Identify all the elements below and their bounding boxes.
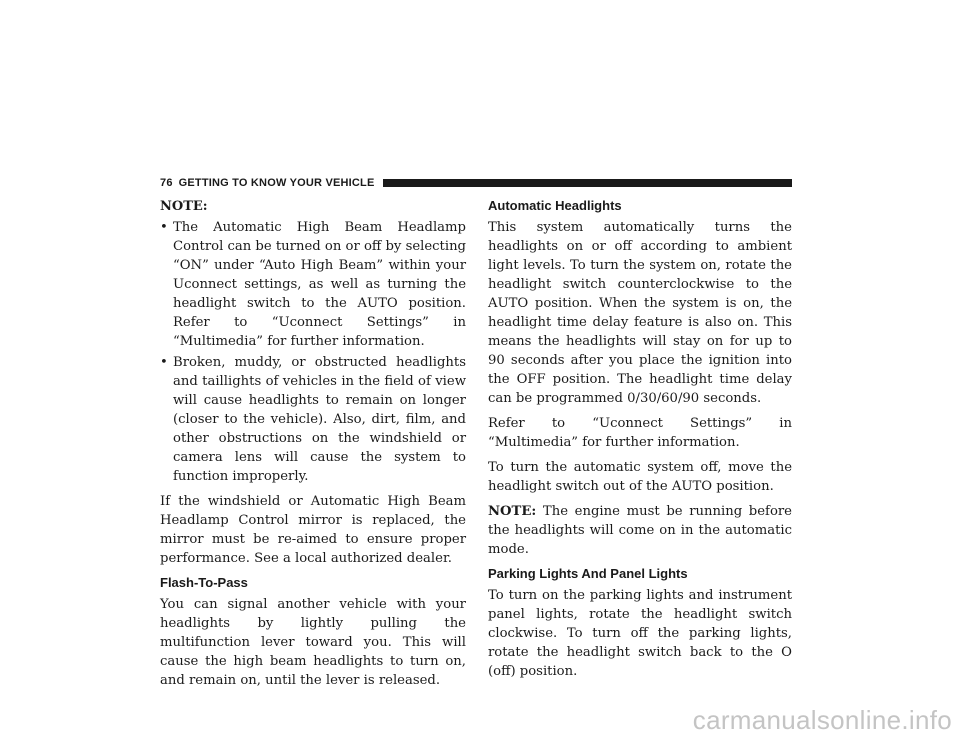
engine-note-label: NOTE: [488, 504, 537, 519]
section-title: GETTING TO KNOW YOUR VEHICLE [178, 177, 375, 189]
mirror-paragraph: If the windshield or Automatic High Beam Headlamp Control mirror is replaced, the mirror must be re-aimed to ensure proper performance. See a local authorized dealer. [160, 494, 466, 566]
header-rule [383, 179, 792, 187]
auto-off-paragraph: To turn the automatic system off, move the headlight switch out of the AUTO position. [488, 460, 792, 494]
watermark: carmanualsonline.info [692, 705, 952, 735]
engine-note-text: The engine must be running before the headlights will come on in the automatic mode. [488, 504, 792, 557]
flash-to-pass-heading: Flash-To-Pass [160, 575, 248, 590]
uconnect-reference-paragraph: Refer to “Uconnect Settings” in “Multimedia” for further information. [488, 416, 792, 450]
page-header [160, 176, 792, 190]
note-bullet-list [160, 218, 466, 486]
engine-note-paragraph [488, 502, 792, 559]
list-item [160, 218, 466, 351]
parking-lights-heading: Parking Lights And Panel Lights [488, 566, 688, 581]
left-column [160, 197, 466, 696]
bullet-icon: • [160, 220, 168, 235]
bullet-text: Broken, muddy, or obstructed headlights and taillights of vehicles in the field of view will cause headlights to remain on longer (closer to the vehicle). Also, dirt, film, and other obstructions on the windshield or camera lens will cause the system to function improperly. [173, 355, 466, 484]
note-label: NOTE: [160, 199, 208, 214]
list-item [160, 353, 466, 486]
automatic-headlights-heading: Automatic Headlights [488, 198, 622, 213]
flash-to-pass-paragraph: You can signal another vehicle with your headlights by lightly pulling the multifunction lever toward you. This will cause the high beam headlights to turn on, and remain on, until the lever is released. [160, 597, 466, 688]
parking-lights-paragraph: To turn on the parking lights and instrument panel lights, rotate the headlight switch clockwise. To turn off the parking lights, rotate the headlight switch back to the O (off) position. [488, 588, 792, 679]
bullet-icon: • [160, 355, 168, 370]
automatic-headlights-paragraph: This system automatically turns the headlights on or off according to ambient light levels. To turn the system on, rotate the headlight switch counterclockwise to the AUTO position. When the system is on, the headlight time delay feature is also on. This means the headlights will stay on for up to 90 seconds after you place the ignition into the OFF position. The headlight time delay can be programmed 0/30/60/90 seconds. [488, 220, 792, 406]
page-number: 76 [160, 177, 173, 189]
right-column [488, 197, 792, 687]
bullet-text: The Automatic High Beam Headlamp Control can be turned on or off by selecting “ON” under “Auto High Beam” within your Uconnect settings, as well as turning the headlight switch to the AUTO position. Refer to “Uconnect Settings” in “Multimedia” for further information. [173, 220, 466, 349]
